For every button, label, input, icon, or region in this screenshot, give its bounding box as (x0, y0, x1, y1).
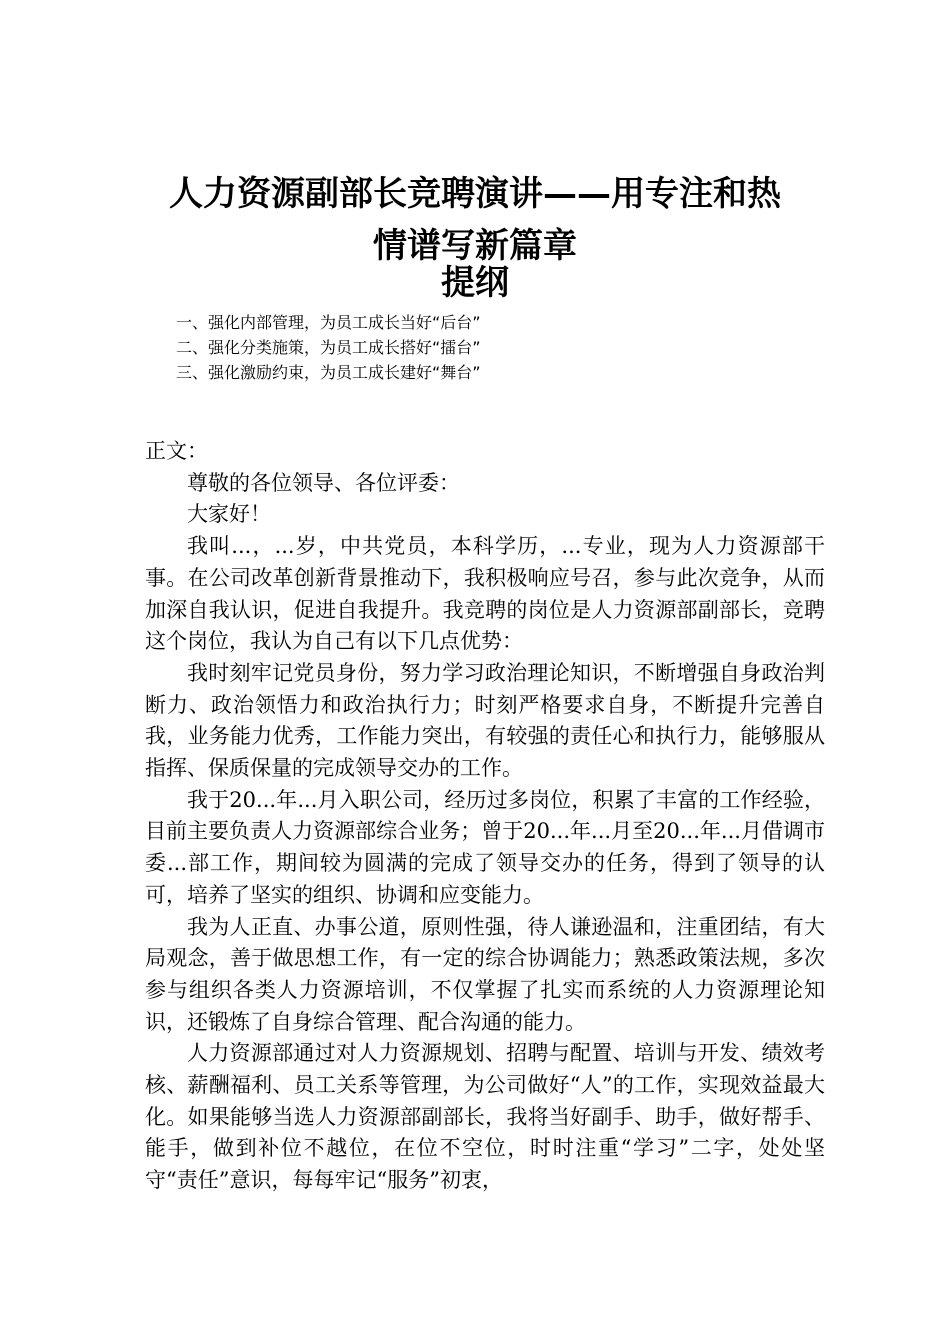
title-line-2: 情谱写新篇章 (373, 226, 577, 266)
greeting: 大家好！ (187, 502, 271, 527)
title-line-1: 人力资源副部长竞聘演讲——用专注和热 (169, 174, 781, 214)
body-label: 正文： (145, 439, 208, 463)
outline-list (176, 310, 481, 385)
salutation: 尊敬的各位领导、各位评委： (187, 470, 460, 495)
outline-item: 二、强化分类施策，为员工成长搭好“擂台” (176, 338, 481, 357)
outline-item: 三、强化激励约束，为员工成长建好“舞台” (176, 363, 481, 382)
body-paragraph: 人力资源部通过对人力资源规划、招聘与配置、培训与开发、绩效考核、薪酬福利、员工关系等管理，为公司做好“人”的工作，实现效益最大化。如果能够当选人力资源部副部长，我将当好副手、助手，做好帮手、能手，做到补位不越位，在位不空位，时时注重“学习”二字，处处坚守“责任”意识，每每牢记“服务”初衷， (145, 1041, 825, 1193)
document-body (145, 436, 825, 1197)
body-paragraph: 我为人正直、办事公道，原则性强，待人谦逊温和，注重团结，有大局观念，善于做思想工作，有一定的综合协调能力；熟悉政策法规，多次参与组织各类人力资源培训，不仅掌握了扎实而系统的人力资源理论知识，还锻炼了自身综合管理、配合沟通的能力。 (145, 914, 825, 1034)
body-paragraph: 我于20...年...月入职公司，经历过多岗位，积累了丰富的工作经验，目前主要负责人力资源部综合业务；曾于20...年...月至20...年...月借调市委...部工作，期间较为圆满的完成了领导交办的任务，得到了领导的认可，培养了坚实的组织、协调和应变能力。 (145, 787, 825, 907)
outline-heading: 提纲 (441, 263, 509, 303)
body-paragraph: 我时刻牢记党员身份，努力学习政治理论知识，不断增强自身政治判断力、政治领悟力和政治执行力；时刻严格要求自身，不断提升完善自我，业务能力优秀，工作能力突出，有较强的责任心和执行力，能够服从指挥、保质保量的完成领导交办的工作。 (145, 660, 825, 781)
outline-item: 一、强化内部管理，为员工成长当好“后台” (176, 313, 481, 332)
document-title (100, 168, 850, 272)
body-paragraph: 我叫...，...岁，中共党员，本科学历，...专业，现为人力资源部干事。在公司改革创新背景推动下，我积极响应号召，参与此次竞争，从而加深自我认识，促进自我提升。我竞聘的岗位是人力资源部副部长，竞聘这个岗位，我认为自己有以下几点优势： (145, 534, 825, 654)
